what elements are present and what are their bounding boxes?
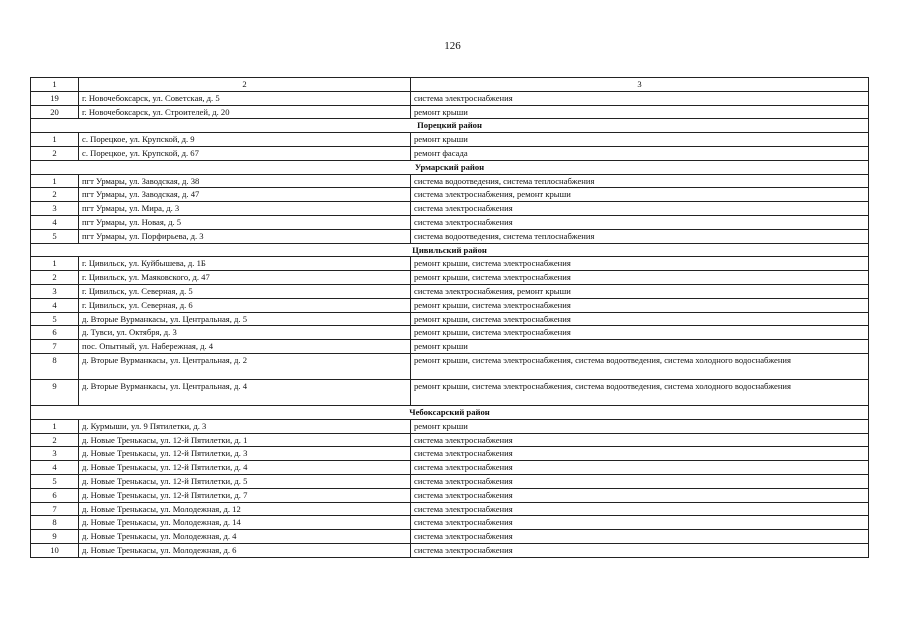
row-address: г. Новочебоксарск, ул. Советская, д. 5: [79, 91, 411, 105]
district-heading: Порецкий район: [31, 119, 869, 133]
row-address: пгт Урмары, ул. Заводская, д. 38: [79, 174, 411, 188]
table-row: [31, 461, 869, 475]
row-number: 1: [31, 419, 79, 433]
row-address: д. Новые Тренькасы, ул. 12-й Пятилетки, д. 1: [79, 433, 411, 447]
row-works: система электроснабжения: [411, 447, 869, 461]
row-works: ремонт крыши: [411, 133, 869, 147]
district-heading-row: [31, 243, 869, 257]
row-number: 7: [31, 502, 79, 516]
row-works: система водоотведения, система теплоснабжения: [411, 174, 869, 188]
row-address: с. Порецкое, ул. Крупской, д. 67: [79, 146, 411, 160]
row-address: пгт Урмары, ул. Новая, д. 5: [79, 215, 411, 229]
row-works: ремонт крыши: [411, 340, 869, 354]
table-row: [31, 105, 869, 119]
table-row: [31, 488, 869, 502]
table-row: [31, 188, 869, 202]
row-address: д. Новые Тренькасы, ул. Молодежная, д. 6: [79, 543, 411, 557]
table-row: [31, 502, 869, 516]
table-row: [31, 133, 869, 147]
row-address: пгт Урмары, ул. Порфирьева, д. 3: [79, 229, 411, 243]
row-works: система электроснабжения: [411, 461, 869, 475]
row-address: д. Новые Тренькасы, ул. 12-й Пятилетки, д. 7: [79, 488, 411, 502]
row-address: д. Новые Тренькасы, ул. 12-й Пятилетки, д. 3: [79, 447, 411, 461]
works-table-body: [31, 78, 869, 558]
row-number: 3: [31, 202, 79, 216]
row-address: г. Новочебоксарск, ул. Строителей, д. 20: [79, 105, 411, 119]
row-works: система электроснабжения: [411, 502, 869, 516]
row-works: система электроснабжения: [411, 215, 869, 229]
row-works: система электроснабжения, ремонт крыши: [411, 188, 869, 202]
table-row: [31, 202, 869, 216]
table-row: [31, 530, 869, 544]
table-row: [31, 353, 869, 379]
row-address: пгт Урмары, ул. Мира, д. 3: [79, 202, 411, 216]
row-number: 6: [31, 488, 79, 502]
row-number: 2: [31, 146, 79, 160]
district-heading: Урмарский район: [31, 160, 869, 174]
row-number: 4: [31, 461, 79, 475]
row-address: г. Цивильск, ул. Северная, д. 5: [79, 284, 411, 298]
district-heading-row: [31, 119, 869, 133]
row-address: пгт Урмары, ул. Заводская, д. 47: [79, 188, 411, 202]
row-works: ремонт крыши, система электроснабжения, система водоотведения, система холодного водоснабжения: [411, 379, 869, 405]
district-heading: Цивильский район: [31, 243, 869, 257]
row-number: 19: [31, 91, 79, 105]
row-works: ремонт крыши, система электроснабжения, система водоотведения, система холодного водоснабжения: [411, 353, 869, 379]
row-number: 2: [31, 188, 79, 202]
row-address: д. Вторые Вурманкасы, ул. Центральная, д. 2: [79, 353, 411, 379]
table-row: [31, 215, 869, 229]
row-works: система электроснабжения: [411, 474, 869, 488]
row-address: г. Цивильск, ул. Северная, д. 6: [79, 298, 411, 312]
table-row: [31, 433, 869, 447]
table-row: [31, 284, 869, 298]
row-number: 1: [31, 174, 79, 188]
row-number: 8: [31, 353, 79, 379]
row-works: система электроснабжения: [411, 202, 869, 216]
table-row: [31, 257, 869, 271]
row-address: с. Порецкое, ул. Крупской, д. 9: [79, 133, 411, 147]
row-works: система электроснабжения: [411, 530, 869, 544]
table-row: [31, 174, 869, 188]
table-row: [31, 91, 869, 105]
row-works: система электроснабжения, ремонт крыши: [411, 284, 869, 298]
table-row: [31, 379, 869, 405]
table-row: [31, 298, 869, 312]
table-row: [31, 447, 869, 461]
table-row: [31, 543, 869, 557]
row-works: ремонт крыши, система электроснабжения: [411, 257, 869, 271]
row-number: 20: [31, 105, 79, 119]
table-row: [31, 326, 869, 340]
district-heading: Чебоксарский район: [31, 405, 869, 419]
works-table: [30, 77, 869, 558]
row-number: 2: [31, 433, 79, 447]
row-address: д. Курмыши, ул. 9 Пятилетки, д. 3: [79, 419, 411, 433]
row-number: 9: [31, 530, 79, 544]
row-works: система водоотведения, система теплоснабжения: [411, 229, 869, 243]
row-address: д. Новые Тренькасы, ул. 12-й Пятилетки, д. 5: [79, 474, 411, 488]
row-number: 3: [31, 284, 79, 298]
row-works: система электроснабжения: [411, 543, 869, 557]
table-row: [31, 271, 869, 285]
row-address: д. Вторые Вурманкасы, ул. Центральная, д. 4: [79, 379, 411, 405]
header-col-number: 1: [31, 78, 79, 92]
district-heading-row: [31, 160, 869, 174]
row-address: д. Новые Тренькасы, ул. 12-й Пятилетки, д. 4: [79, 461, 411, 475]
row-number: 1: [31, 257, 79, 271]
table-header-row: [31, 78, 869, 92]
table-row: [31, 516, 869, 530]
table-row: [31, 229, 869, 243]
row-works: ремонт крыши: [411, 419, 869, 433]
row-number: 4: [31, 298, 79, 312]
table-row: [31, 312, 869, 326]
table-row: [31, 146, 869, 160]
row-works: ремонт крыши, система электроснабжения: [411, 312, 869, 326]
row-address: д. Новые Тренькасы, ул. Молодежная, д. 12: [79, 502, 411, 516]
table-row: [31, 340, 869, 354]
row-works: ремонт крыши, система электроснабжения: [411, 298, 869, 312]
row-number: 5: [31, 229, 79, 243]
table-row: [31, 474, 869, 488]
row-address: г. Цивильск, ул. Куйбышева, д. 1Б: [79, 257, 411, 271]
row-address: д. Тувси, ул. Октября, д. 3: [79, 326, 411, 340]
row-number: 5: [31, 474, 79, 488]
row-address: г. Цивильск, ул. Маяковского, д. 47: [79, 271, 411, 285]
row-number: 4: [31, 215, 79, 229]
row-number: 7: [31, 340, 79, 354]
table-row: [31, 419, 869, 433]
row-works: ремонт фасада: [411, 146, 869, 160]
row-number: 5: [31, 312, 79, 326]
row-works: система электроснабжения: [411, 91, 869, 105]
row-number: 9: [31, 379, 79, 405]
page-number: 126: [444, 40, 461, 52]
row-number: 6: [31, 326, 79, 340]
row-number: 2: [31, 271, 79, 285]
row-number: 3: [31, 447, 79, 461]
row-address: д. Новые Тренькасы, ул. Молодежная, д. 14: [79, 516, 411, 530]
header-col-address: 2: [79, 78, 411, 92]
row-works: ремонт крыши: [411, 105, 869, 119]
row-address: пос. Опытный, ул. Набережная, д. 4: [79, 340, 411, 354]
row-address: д. Вторые Вурманкасы, ул. Центральная, д. 5: [79, 312, 411, 326]
row-number: 8: [31, 516, 79, 530]
row-works: система электроснабжения: [411, 433, 869, 447]
district-heading-row: [31, 405, 869, 419]
row-works: система электроснабжения: [411, 488, 869, 502]
row-number: 10: [31, 543, 79, 557]
header-col-works: 3: [411, 78, 869, 92]
row-works: ремонт крыши, система электроснабжения: [411, 326, 869, 340]
row-works: ремонт крыши, система электроснабжения: [411, 271, 869, 285]
row-address: д. Новые Тренькасы, ул. Молодежная, д. 4: [79, 530, 411, 544]
row-works: система электроснабжения: [411, 516, 869, 530]
row-number: 1: [31, 133, 79, 147]
